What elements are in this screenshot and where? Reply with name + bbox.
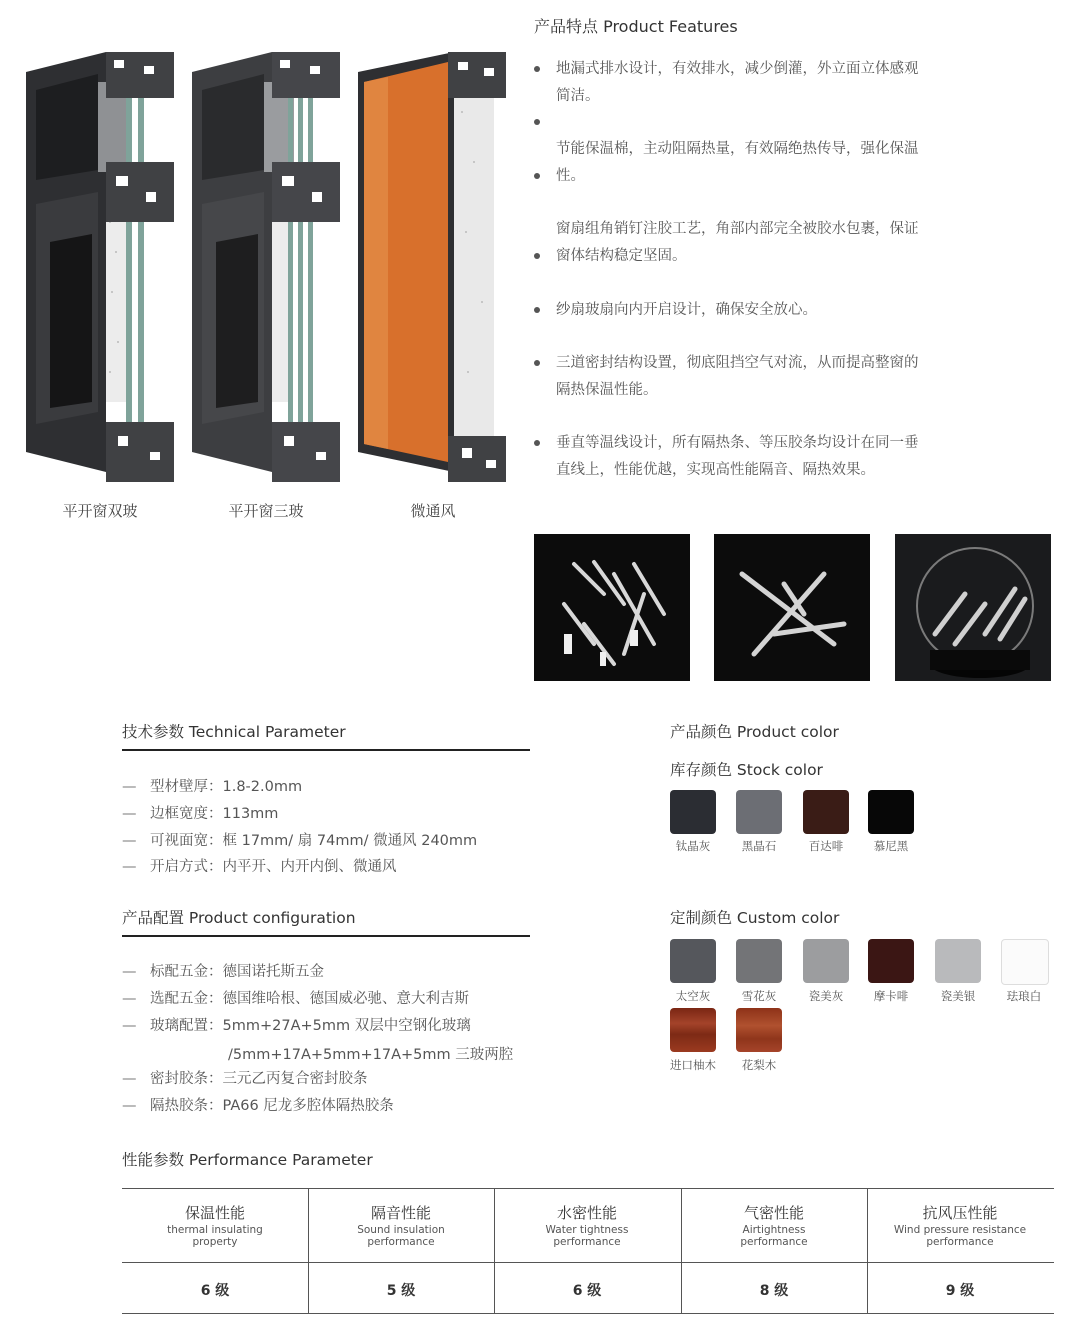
- custom-swatch-label: 雪花灰: [741, 989, 777, 1003]
- stock-swatch-label: 黑晶石: [741, 839, 777, 853]
- performance-table: [122, 1188, 1054, 1314]
- hardware-photo-1: [534, 534, 690, 681]
- bullet-icon: [534, 66, 542, 74]
- custom-swatch: [935, 939, 981, 983]
- custom-swatch-label: 珐琅白: [1006, 989, 1042, 1003]
- custom-swatch-wood: [670, 1008, 716, 1052]
- stock-swatch: [736, 790, 782, 834]
- hardware-hinges-set-icon: [534, 534, 690, 681]
- product-triple-glazed-image: [192, 52, 340, 482]
- product-caption: 平开窗三玻: [228, 502, 304, 520]
- custom-swatch: [868, 939, 914, 983]
- performance-value: 8 级: [759, 1283, 789, 1299]
- product-double-glazed-image: [26, 52, 174, 482]
- technical-row: — 可视面宽：框 17mm/ 扇 74mm/ 微通风 240mm: [122, 833, 478, 849]
- performance-cell: [308, 1188, 494, 1314]
- custom-swatch: [736, 939, 782, 983]
- feature-item: 垂直等温线设计，所有隔热条、等压胶条均设计在同一垂 直线上，性能优越，实现高性能隔音、隔热效果。: [556, 435, 919, 478]
- bullet-icon: [534, 253, 542, 261]
- technical-row: — 型材壁厚：1.8-2.0mm: [122, 779, 303, 795]
- performance-cell: [867, 1188, 1053, 1314]
- performance-name: 隔音性能: [370, 1204, 431, 1222]
- performance-name: 气密性能: [743, 1204, 804, 1222]
- performance-english: Water tightness performance: [545, 1224, 629, 1248]
- hardware-photo-3: [895, 534, 1051, 681]
- performance-english: Airtightness performance: [740, 1224, 808, 1248]
- bullet-icon: [534, 360, 542, 368]
- hardware-display-icon: [895, 534, 1051, 681]
- performance-english: thermal insulating property: [167, 1224, 263, 1248]
- micro-ventilation-window-icon: [358, 52, 506, 482]
- configuration-title: 产品配置 Product configuration: [122, 909, 356, 927]
- custom-swatch: [1001, 939, 1049, 985]
- performance-value: 9 级: [945, 1283, 975, 1299]
- feature-item: 窗扇组角销钉注胶工艺，角部内部完全被胶水包裹，保证 窗体结构稳定坚固。: [556, 221, 919, 264]
- product-caption: 微通风: [410, 502, 456, 520]
- configuration-divider: [122, 935, 530, 937]
- custom-swatch-label: 摩卡啡: [873, 989, 909, 1003]
- stock-color-title: 库存颜色 Stock color: [670, 761, 823, 779]
- performance-value: 6 级: [200, 1283, 230, 1299]
- feature-item: 地漏式排水设计，有效排水，减少倒灌，外立面立体感观 简洁。: [556, 61, 919, 104]
- performance-title: 性能参数 Performance Parameter: [122, 1151, 373, 1169]
- stock-swatch-label: 慕尼黑: [873, 839, 909, 853]
- hardware-friction-stay-icon: [714, 534, 870, 681]
- custom-swatch: [803, 939, 849, 983]
- double-glazed-casement-window-icon: [26, 52, 174, 482]
- configuration-row: — 玻璃配置：5mm+27A+5mm 双层中空钢化玻璃: [122, 1018, 471, 1034]
- hardware-photo-2: [714, 534, 870, 681]
- custom-swatch-label: 瓷美灰: [808, 989, 844, 1003]
- product-caption: 平开窗双玻: [62, 502, 138, 520]
- custom-swatch-label: 花梨木: [741, 1058, 777, 1072]
- performance-name: 水密性能: [556, 1204, 617, 1222]
- performance-cell: [681, 1188, 867, 1314]
- bullet-icon: [534, 440, 542, 448]
- bullet-icon: [534, 307, 542, 315]
- triple-glazed-casement-window-icon: [192, 52, 340, 482]
- feature-item: 节能保温棉，主动阻隔热量，有效隔绝热传导，强化保温 性。: [556, 141, 919, 184]
- bullet-icon: [534, 119, 542, 127]
- custom-swatch-label: 瓷美银: [940, 989, 976, 1003]
- technical-divider: [122, 749, 530, 751]
- configuration-row: — 标配五金：德国诺托斯五金: [122, 964, 324, 980]
- custom-color-title: 定制颜色 Custom color: [670, 909, 840, 927]
- stock-swatch: [868, 790, 914, 834]
- performance-name: 抗风压性能: [922, 1204, 998, 1222]
- performance-english: Sound insulation performance: [357, 1224, 445, 1248]
- performance-name: 保温性能: [184, 1204, 245, 1222]
- technical-title: 技术参数 Technical Parameter: [122, 723, 346, 741]
- performance-cell: [494, 1188, 680, 1314]
- configuration-row: — 选配五金：德国维哈根、德国威必驰、意大利吉斯: [122, 991, 469, 1007]
- features-title: 产品特点 Product Features: [534, 17, 738, 36]
- colors-title: 产品颜色 Product color: [670, 723, 839, 741]
- custom-swatch-label: 太空灰: [675, 989, 711, 1003]
- custom-swatch-label: 进口柚木: [670, 1058, 716, 1072]
- performance-english: Wind pressure resistance performance: [893, 1224, 1027, 1248]
- technical-row: — 边框宽度：113mm: [122, 806, 279, 822]
- bullet-icon: [534, 173, 542, 181]
- performance-value: 6 级: [572, 1283, 602, 1299]
- feature-item: 纱扇玻扇向内开启设计，确保安全放心。: [556, 302, 817, 318]
- stock-swatch-label: 百达啡: [808, 839, 844, 853]
- custom-swatch-wood: [736, 1008, 782, 1052]
- performance-value: 5 级: [386, 1283, 416, 1299]
- stock-swatch: [803, 790, 849, 834]
- configuration-row: — 密封胶条：三元乙丙复合密封胶条: [122, 1071, 368, 1087]
- configuration-row: — 隔热胶条：PA66 尼龙多腔体隔热胶条: [122, 1098, 394, 1114]
- performance-cell: [122, 1188, 308, 1314]
- stock-swatch: [670, 790, 716, 834]
- feature-item: 三道密封结构设置，彻底阻挡空气对流，从而提高整窗的 隔热保温性能。: [556, 355, 919, 398]
- product-micro-ventilation-image: [358, 52, 506, 482]
- configuration-row-continued: /5mm+17A+5mm+17A+5mm 三玻两腔: [228, 1047, 514, 1063]
- stock-swatch-label: 钛晶灰: [675, 839, 711, 853]
- technical-row: — 开启方式：内平开、内开内倒、微通风: [122, 859, 397, 875]
- custom-swatch: [670, 939, 716, 983]
